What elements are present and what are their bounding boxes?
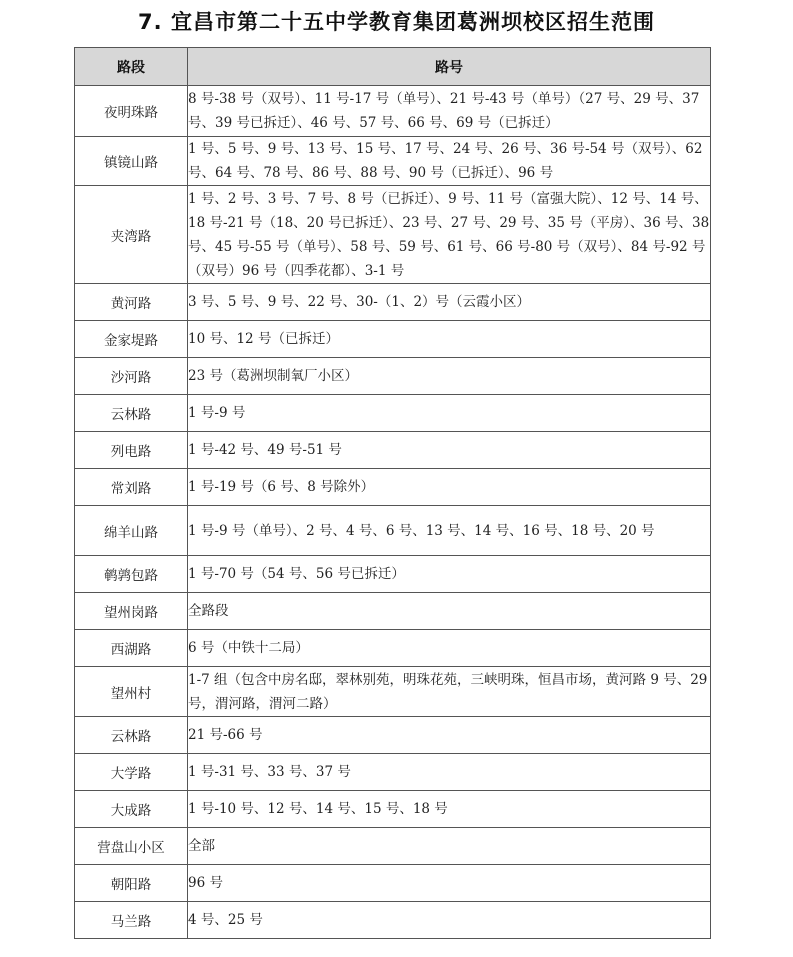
table-row — [75, 137, 711, 186]
road-name-cell: 大成路 — [75, 791, 188, 828]
house-numbers-cell: 1 号-9 号（单号）、2 号、4 号、6 号、13 号、14 号、16 号、18 号、20 号 — [188, 506, 711, 556]
page-title: 7. 宜昌市第二十五中学教育集团葛洲坝校区招生范围 — [138, 10, 655, 34]
table-row — [75, 717, 711, 754]
house-numbers-cell: 8 号-38 号（双号）、11 号-17 号（单号）、21 号-43 号（单号）（27 号、29 号、37 号、39 号已拆迁）、46 号、57 号、66 号、69 号（已拆迁） — [188, 86, 711, 137]
table-row — [75, 506, 711, 556]
road-name-cell: 望州村 — [75, 667, 188, 717]
table-row — [75, 469, 711, 506]
house-numbers-cell: 1 号-10 号、12 号、14 号、15 号、18 号 — [188, 791, 711, 828]
road-name-cell: 夹湾路 — [75, 186, 188, 284]
table-row — [75, 630, 711, 667]
table-row — [75, 593, 711, 630]
table-row — [75, 791, 711, 828]
house-numbers-cell: 1 号-31 号、33 号、37 号 — [188, 754, 711, 791]
house-numbers-cell: 96 号 — [188, 865, 711, 902]
table-row — [75, 395, 711, 432]
table-row — [75, 667, 711, 717]
table-row — [75, 186, 711, 284]
road-name-cell: 望州岗路 — [75, 593, 188, 630]
road-name-cell: 夜明珠路 — [75, 86, 188, 137]
table-row — [75, 556, 711, 593]
table-row — [75, 828, 711, 865]
road-name-cell: 列电路 — [75, 432, 188, 469]
road-name-cell: 镇镜山路 — [75, 137, 188, 186]
table-header-row — [75, 48, 711, 86]
road-name-cell: 朝阳路 — [75, 865, 188, 902]
road-name-cell: 云林路 — [75, 395, 188, 432]
table-row — [75, 754, 711, 791]
house-numbers-cell: 4 号、25 号 — [188, 902, 711, 939]
road-name-cell: 大学路 — [75, 754, 188, 791]
road-name-cell: 西湖路 — [75, 630, 188, 667]
table-row — [75, 321, 711, 358]
house-numbers-cell: 6 号（中铁十二局） — [188, 630, 711, 667]
road-name-cell: 鹌鹑包路 — [75, 556, 188, 593]
table-row — [75, 432, 711, 469]
road-name-cell: 绵羊山路 — [75, 506, 188, 556]
house-numbers-cell: 1 号-42 号、49 号-51 号 — [188, 432, 711, 469]
table-body — [75, 86, 711, 939]
road-name-cell: 云林路 — [75, 717, 188, 754]
house-numbers-cell: 1 号-70 号（54 号、56 号已拆迁） — [188, 556, 711, 593]
table-row — [75, 284, 711, 321]
house-numbers-cell: 全部 — [188, 828, 711, 865]
table-row — [75, 902, 711, 939]
house-numbers-cell: 全路段 — [188, 593, 711, 630]
table-row — [75, 865, 711, 902]
house-numbers-cell: 1 号-9 号 — [188, 395, 711, 432]
table-row — [75, 86, 711, 137]
road-name-cell: 黄河路 — [75, 284, 188, 321]
road-name-cell: 金家堤路 — [75, 321, 188, 358]
house-numbers-cell: 3 号、5 号、9 号、22 号、30-（1、2）号（云霞小区） — [188, 284, 711, 321]
road-name-cell: 沙河路 — [75, 358, 188, 395]
road-name-cell: 马兰路 — [75, 902, 188, 939]
road-name-cell: 营盘山小区 — [75, 828, 188, 865]
road-name-cell: 常刘路 — [75, 469, 188, 506]
house-numbers-cell: 1 号、5 号、9 号、13 号、15 号、17 号、24 号、26 号、36 号-54 号（双号）、62 号、64 号、78 号、86 号、88 号、90 号（已拆迁）、96 号 — [188, 137, 711, 186]
house-numbers-cell: 1 号-19 号（6 号、8 号除外） — [188, 469, 711, 506]
house-numbers-cell: 21 号-66 号 — [188, 717, 711, 754]
column-header-road: 路段 — [75, 48, 188, 86]
column-header-numbers: 路号 — [188, 48, 711, 86]
house-numbers-cell: 1 号、2 号、3 号、7 号、8 号（已拆迁）、9 号、11 号（富强大院）、12 号、14 号、18 号-21 号（18、20 号已拆迁）、23 号、27 号、29 号、35 号（平房）、36 号、38 号、45 号-55 号（单号）、58 号、59 号、61 号、66 号-80 号（双号）、84 号-92 号（双号）96 号（四季花都）、3-1 号 — [188, 186, 711, 284]
enrollment-range-table — [74, 47, 711, 939]
house-numbers-cell: 1-7 组（包含中房名邸，翠林别苑，明珠花苑，三峡明珠，恒昌市场，黄河路 9 号、29 号，渭河路，渭河二路） — [188, 667, 711, 717]
house-numbers-cell: 23 号（葛洲坝制氧厂小区） — [188, 358, 711, 395]
house-numbers-cell: 10 号、12 号（已拆迁） — [188, 321, 711, 358]
table-row — [75, 358, 711, 395]
